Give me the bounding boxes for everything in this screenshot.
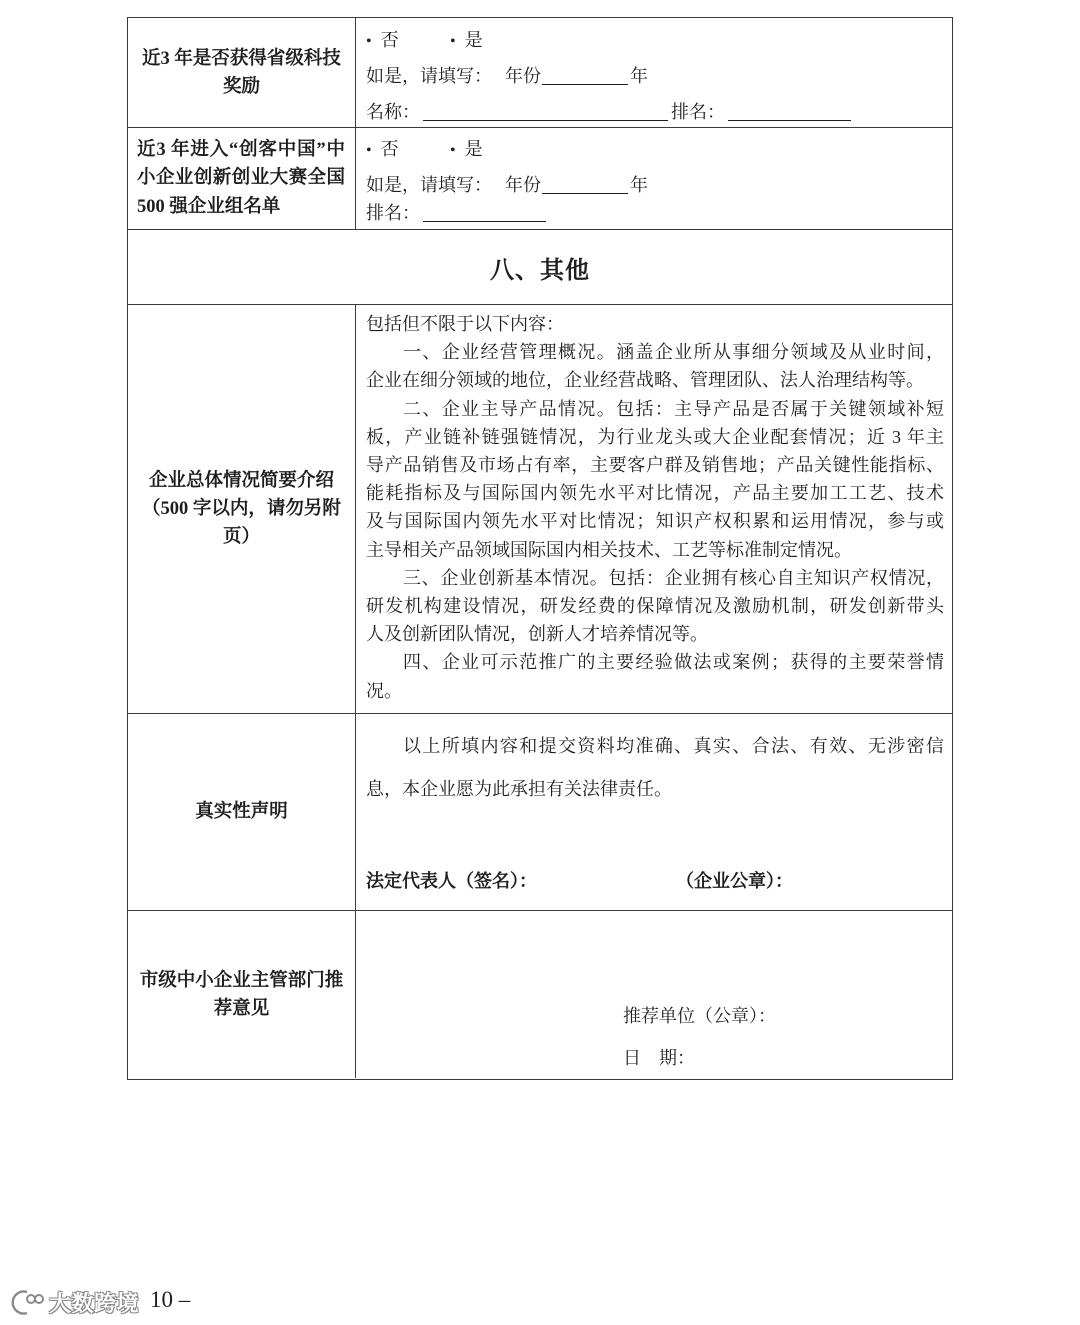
legal-representative-signature-label: 法定代表人（签名）： [366, 871, 537, 891]
label-line: 企业总体情况简要介绍 [148, 471, 334, 491]
text-line: 研发机构建设情况，研发经费的保障情况及激励机制，研发创新带头 [366, 596, 944, 617]
text-line: 一、企业经营管理概况。涵盖企业所从事细分领域及从业时间， [403, 342, 944, 363]
text-line: 能耗指标及与国际国内领先水平对比情况，产品主要加工工艺、技术 [366, 483, 944, 504]
text-line: 企业在细分领域的地位，企业经营战略、管理团队、法人治理结构等。 [366, 370, 924, 391]
label-line: 奖励 [222, 76, 260, 97]
recommending-unit-label: 推荐单位（公章）： [623, 1006, 776, 1026]
text-line: 况。 [366, 680, 402, 701]
option-no-label: 否 [380, 139, 399, 159]
option-no [366, 28, 450, 54]
company-seal-label: （企业公章）： [676, 871, 793, 891]
rank-label: 排名： [671, 102, 725, 122]
text-line: 以上所填内容和提交资料均准确、真实、合法、有效、无涉密信 [403, 736, 944, 756]
row-recommendation [128, 910, 952, 1078]
text-line: 导产品销售及市场占有率，主要客户群及销售地；产品关键性能指标、 [366, 455, 944, 476]
option-yes-marker: • [450, 142, 456, 159]
watermark-logo-icon [8, 1287, 46, 1317]
year-label: 年份 [505, 66, 541, 86]
name-blank [423, 101, 668, 121]
name-label: 名称： [366, 102, 420, 122]
row-maker-china [128, 127, 952, 229]
date-label: 日 期： [623, 1048, 695, 1068]
maker-china-answer [356, 128, 952, 229]
label-line: 真实性声明 [195, 802, 288, 822]
row-section-header [128, 229, 952, 304]
label-line: 市级中小企业主管部门推 [139, 970, 344, 991]
watermark [8, 1286, 139, 1318]
rank-blank [728, 101, 851, 121]
row-declaration [128, 713, 952, 910]
text-line: 及与国际国内领先水平对比情况；知识产权积累和运用情况，参与或 [366, 511, 944, 532]
rank-label: 排名： [366, 203, 420, 223]
text-line: 息，本企业愿为此承担有关法律责任。 [366, 779, 672, 799]
text-line: 二、企业主导产品情况。包括：主导产品是否属于关键领域补短 [403, 398, 944, 419]
label-line: 小企业创新创业大赛全国 [137, 168, 345, 189]
award-choice-line [366, 28, 534, 52]
award-name-rank-line [366, 100, 851, 124]
maker-choice-line [366, 137, 534, 161]
rank-blank [423, 202, 546, 222]
year-label: 年份 [505, 175, 541, 195]
maker-year-line [366, 173, 648, 197]
option-yes-marker: • [450, 33, 456, 50]
overview-item-experience [366, 648, 944, 704]
year-blank [542, 65, 628, 85]
recommendation-label [128, 911, 356, 1078]
year-unit: 年 [630, 175, 648, 195]
row-overview [128, 304, 952, 713]
label-line: （500 字以内，请勿另附 [142, 499, 341, 519]
text-line: 人及创新团队情况，创新人才培养情况等。 [366, 624, 708, 645]
option-yes-label: 是 [464, 30, 483, 50]
overview-item-innovation [366, 564, 944, 649]
overview-text [366, 310, 944, 705]
option-yes [450, 137, 534, 163]
overview-label [128, 305, 356, 713]
declaration-label [128, 714, 356, 910]
year-blank [542, 174, 628, 194]
row-provincial-award [128, 18, 952, 127]
maker-china-label [128, 128, 356, 229]
option-no-marker: • [366, 142, 372, 159]
declaration-content [356, 714, 952, 910]
fill-prompt: 如是，请填写： [366, 66, 492, 86]
watermark-text: 大数跨境 [49, 1290, 140, 1316]
text-line: 四、企业可示范推广的主要经验做法或案例；获得的主要荣誉情 [403, 652, 944, 673]
label-line: 近3 年进入“创客中国”中 [137, 139, 345, 160]
provincial-award-answer [356, 18, 952, 127]
label-line: 页） [222, 527, 260, 547]
declaration-paragraph [366, 725, 944, 811]
label-line: 500 强企业组名单 [137, 196, 281, 217]
text-line: 主导相关产品领域国际国内相关技术、工艺等标准制定情况。 [366, 539, 852, 560]
overview-item-management [366, 338, 944, 394]
text-line: 板，产业链补链强链情况，为行业龙头或大企业配套情况；近 3 年主 [366, 426, 944, 447]
award-year-line [366, 64, 648, 88]
maker-rank-line [366, 201, 546, 225]
option-no-marker: • [366, 33, 372, 50]
application-form-table [127, 17, 953, 1080]
section-title: 八、其他 [490, 257, 590, 284]
overview-intro [366, 310, 944, 338]
label-line: 近3 年是否获得省级科技 [142, 48, 341, 69]
option-no-label: 否 [380, 30, 399, 50]
year-unit: 年 [630, 66, 648, 86]
label-line: 荐意见 [213, 998, 270, 1019]
fill-prompt: 如是，请填写： [366, 175, 492, 195]
provincial-award-label [128, 18, 356, 127]
overview-item-products [366, 395, 944, 564]
text-line: 三、企业创新基本情况。包括：企业拥有核心自主知识产权情况， [403, 567, 944, 588]
option-yes [450, 28, 534, 54]
option-no [366, 137, 450, 163]
overview-content [356, 305, 952, 713]
text-line: 包括但不限于以下内容： [366, 314, 564, 334]
declaration-statement [366, 725, 944, 811]
option-yes-label: 是 [464, 139, 483, 159]
page-number: 10 – [150, 1287, 191, 1312]
recommendation-content [356, 911, 952, 1078]
